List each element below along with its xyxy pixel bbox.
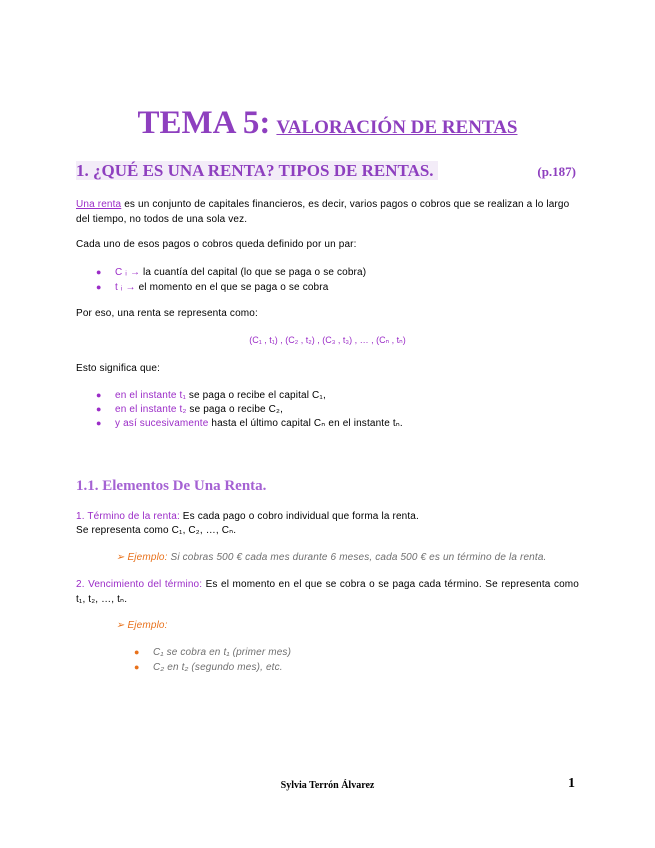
renta-formula: (C₁ , t₁) , (C₂ , t₂) , (C₃ , t₃) , … , (Cₙ , tₙ) — [249, 335, 406, 345]
pair-item-text: la cuantía del capital (lo que se paga o se cobra) — [140, 267, 367, 278]
page-reference: (p.187) — [537, 164, 576, 179]
page-title — [0, 105, 655, 142]
arrow-icon: ➢ — [116, 620, 125, 631]
element-2-text: Es el momento en el que se cobra o se paga cada término. Se representa como t₁, t₂, …, tₙ. — [76, 579, 579, 605]
meaning-item-2 — [115, 403, 565, 418]
section-1-1-heading: 1.1. Elementos De Una Renta. — [76, 478, 267, 494]
intro-text: es un conjunto de capitales financieros, es decir, varios pagos o cobros que se realizan a lo largo del tiempo, no todos de una sola vez. — [76, 199, 570, 225]
intro-paragraph — [76, 198, 579, 227]
pair-item-1 — [115, 266, 555, 281]
element-1-line2: Se representa como C₁, C₂, …, Cₙ. — [76, 525, 237, 536]
element-2-paragraph — [76, 578, 579, 607]
pair-item-symbol: C ᵢ → — [115, 267, 141, 278]
title-main: TEMA 5: — [137, 105, 271, 141]
represent-intro: Por eso, una renta se representa como: — [76, 308, 258, 319]
example-2-item-1: C₁ se cobra en t₁ (primer mes) — [153, 647, 292, 658]
page-number: 1 — [568, 776, 575, 791]
example-1-text: Si cobras 500 € cada mes durante 6 meses, cada 500 € es un término de la renta. — [167, 552, 547, 563]
example-2 — [116, 619, 416, 634]
pair-item-text: el momento en el que se paga o se cobra — [135, 282, 329, 293]
meaning-item-1 — [115, 389, 565, 404]
meaning-item-text: hasta el último capital Cₙ en el instante tₙ. — [208, 418, 403, 429]
arrow-icon: ➢ — [116, 552, 125, 563]
pair-intro: Cada uno de esos pagos o cobros queda definido por un par: — [76, 239, 357, 250]
renta-link[interactable]: Una renta — [76, 199, 122, 210]
section-1-heading: 1. ¿QUÉ ES UNA RENTA? TIPOS DE RENTAS. — [76, 161, 438, 180]
example-1-label: Ejemplo: — [127, 552, 168, 563]
meaning-item-highlight: en el instante t₁ — [115, 390, 186, 401]
bullet-icon: ● — [96, 390, 102, 400]
element-1-text: Es cada pago o cobro individual que forma la renta. — [179, 511, 419, 522]
bullet-icon: ● — [96, 267, 102, 277]
bullet-icon: ● — [96, 418, 102, 428]
bullet-icon: ● — [96, 282, 102, 292]
meaning-item-text: se paga o recibe C₂, — [186, 404, 284, 415]
meaning-item-text: se paga o recibe el capital C₁, — [185, 390, 326, 401]
example-2-item-2: C₂ en t₂ (segundo mes), etc. — [153, 662, 283, 673]
bullet-icon: ● — [134, 662, 140, 672]
meaning-item-highlight: en el instante t₂ — [115, 404, 187, 415]
example-1 — [116, 551, 586, 566]
section-1-header — [76, 161, 576, 185]
meaning-item-3 — [115, 417, 565, 432]
title-sub: VALORACIÓN DE RENTAS — [276, 117, 518, 138]
pair-item-symbol: t ᵢ → — [115, 282, 136, 293]
bullet-icon: ● — [96, 404, 102, 414]
footer-author: Sylvia Terrón Álvarez — [280, 780, 375, 791]
meaning-item-highlight: y así sucesivamente — [115, 418, 209, 429]
element-1-label: 1. Término de la renta: — [76, 511, 180, 522]
meaning-intro: Esto significa que: — [76, 363, 161, 374]
element-2-label: 2. Vencimiento del término: — [76, 579, 203, 590]
pair-item-2 — [115, 281, 555, 296]
bullet-icon: ● — [134, 647, 140, 657]
example-2-label: Ejemplo: — [127, 620, 168, 631]
element-1-paragraph — [76, 510, 579, 525]
